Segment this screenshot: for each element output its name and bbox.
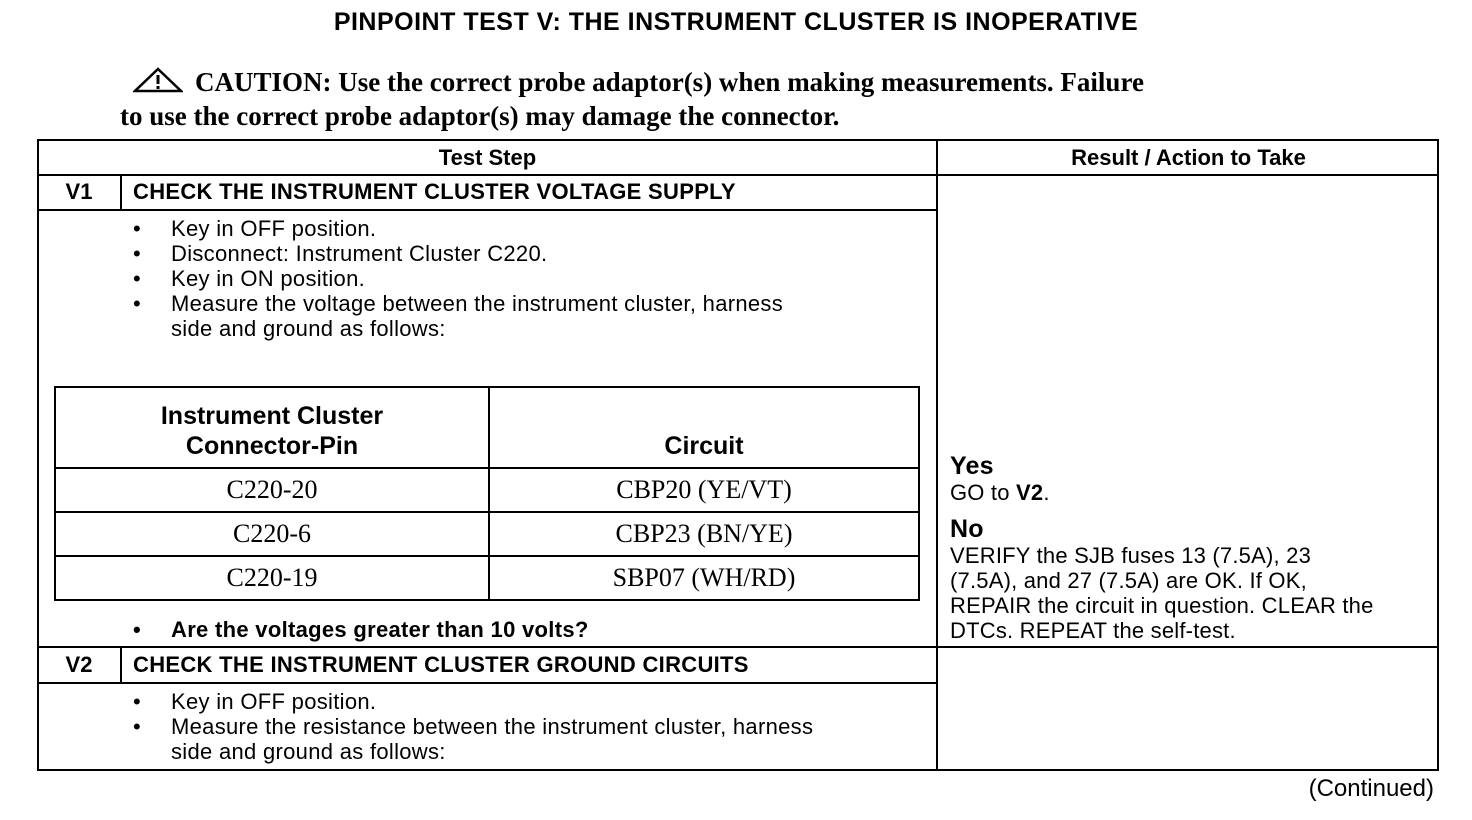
list-item: • Measure the resistance between the instrument cluster, harness bbox=[133, 714, 813, 739]
page-title: PINPOINT TEST V: THE INSTRUMENT CLUSTER IS INOPERATIVE bbox=[333, 8, 1139, 36]
no-action-line: REPAIR the circuit in question. CLEAR the bbox=[950, 593, 1374, 618]
step-id-v2: V2 bbox=[65, 652, 93, 677]
v1-question bbox=[133, 617, 589, 642]
yes-label: Yes bbox=[950, 452, 994, 480]
goto-v2-link[interactable]: V2 bbox=[1016, 480, 1044, 505]
list-item: • Key in ON position. bbox=[133, 266, 783, 291]
circuit-column-header: Circuit bbox=[489, 387, 919, 468]
table-row bbox=[55, 512, 919, 556]
no-action-line: DTCs. REPEAT the self-test. bbox=[950, 618, 1236, 643]
v2-instruction-continuation: side and ground as follows: bbox=[171, 739, 446, 764]
circuit-cell: SBP07 (WH/RD) bbox=[489, 556, 919, 600]
pin-cell: C220-19 bbox=[55, 556, 489, 600]
caution-label: CAUTION: bbox=[195, 67, 332, 97]
no-action-line: VERIFY the SJB fuses 13 (7.5A), 23 bbox=[950, 543, 1312, 568]
v1-instruction-continuation: side and ground as follows: bbox=[171, 316, 446, 341]
list-item: • Key in OFF position. bbox=[133, 689, 813, 714]
column-divider bbox=[936, 139, 938, 771]
caution-text-line2: to use the correct probe adaptor(s) may damage the connector. bbox=[120, 101, 840, 131]
no-action-line: (7.5A), and 27 (7.5A) are OK. If OK, bbox=[950, 568, 1307, 593]
question-text: • Are the voltages greater than 10 volts? bbox=[133, 617, 589, 642]
step-title-v2: CHECK THE INSTRUMENT CLUSTER GROUND CIRCUITS bbox=[133, 652, 749, 677]
connector-pin-table bbox=[54, 386, 920, 601]
v1-result bbox=[950, 452, 1440, 643]
table-row bbox=[55, 468, 919, 512]
header-result-action: Result / Action to Take bbox=[1071, 145, 1306, 170]
v1-instructions bbox=[133, 216, 783, 316]
list-item: • Key in OFF position. bbox=[133, 216, 783, 241]
v2-title-rule bbox=[37, 682, 938, 684]
list-item: • Disconnect: Instrument Cluster C220. bbox=[133, 241, 783, 266]
pin-cell: C220-20 bbox=[55, 468, 489, 512]
circuit-cell: CBP23 (BN/YE) bbox=[489, 512, 919, 556]
v2-instructions bbox=[133, 689, 813, 739]
yes-action: GO to V2. bbox=[950, 480, 1050, 505]
step-id-v1: V1 bbox=[65, 179, 93, 204]
v1-id-divider bbox=[120, 174, 122, 211]
continued-note: (Continued) bbox=[1308, 775, 1434, 802]
no-label: No bbox=[950, 515, 984, 543]
caution-notice bbox=[120, 66, 1320, 132]
pin-column-header: Instrument Cluster Connector-Pin bbox=[55, 387, 489, 468]
step-title-v1: CHECK THE INSTRUMENT CLUSTER VOLTAGE SUPPLY bbox=[133, 179, 736, 204]
v1-title-rule bbox=[37, 209, 938, 211]
pin-cell: C220-6 bbox=[55, 512, 489, 556]
circuit-cell: CBP20 (YE/VT) bbox=[489, 468, 919, 512]
warning-triangle-icon bbox=[133, 67, 183, 100]
header-test-step: Test Step bbox=[438, 145, 537, 170]
list-item: • Measure the voltage between the instrument cluster, harness bbox=[133, 291, 783, 316]
table-row bbox=[55, 556, 919, 600]
v2-id-divider bbox=[120, 646, 122, 684]
caution-text-line1: Use the correct probe adaptor(s) when making measurements. Failure bbox=[338, 67, 1144, 97]
